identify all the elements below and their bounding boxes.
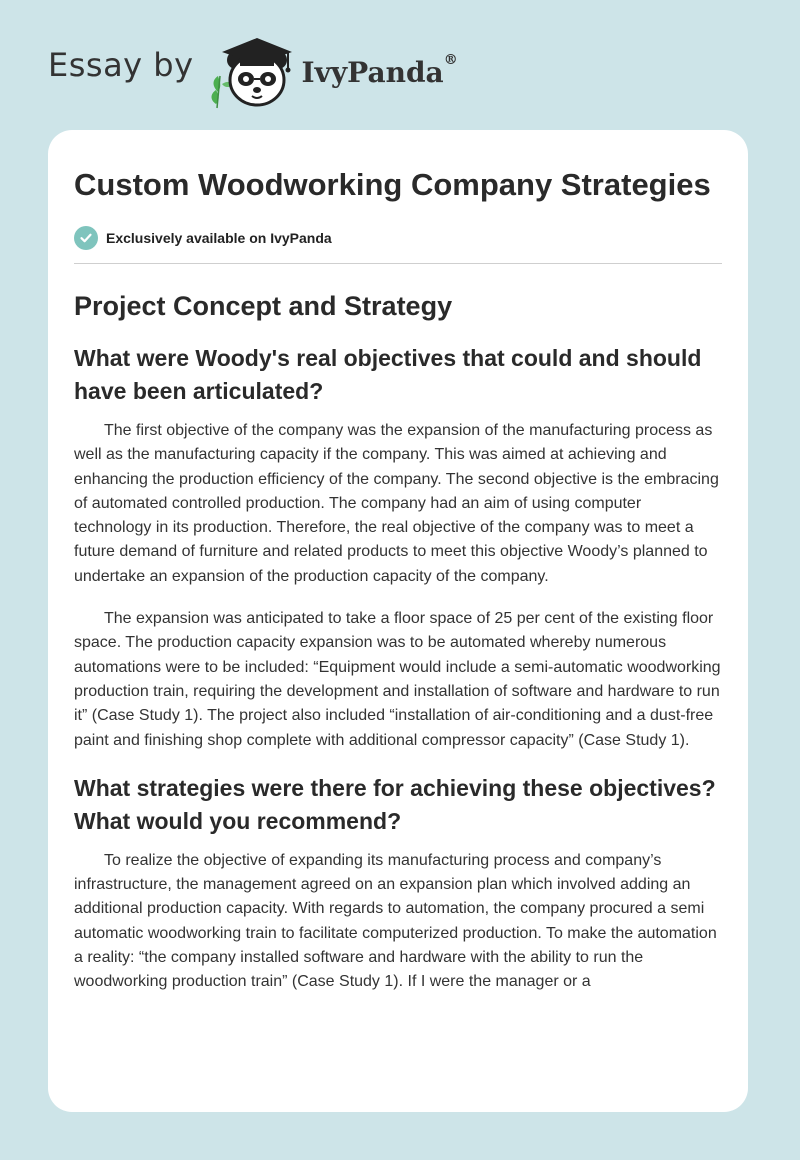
brand-header: [48, 30, 458, 110]
brand-name-text: IvyPanda: [301, 55, 444, 89]
registered-mark: ®: [443, 51, 458, 68]
check-circle-icon: [74, 226, 98, 250]
section-heading: Project Concept and Strategy: [74, 291, 453, 321]
essay-title: Custom Woodworking Company Strategies: [74, 167, 711, 202]
brand-name[interactable]: [301, 51, 458, 89]
paragraph-1: The first objective of the company was the expansion of the manufacturing process as well as the manufacturing capacity if the company. This was aimed at achieving and enhancing the production efficiency of the company. The second objective is the embracing of automated controlled production. The company had an aim of using computer technology in its production. Therefore, the real objective of the company was to meet a future demand of furniture and related products to meet this objective Woody’s planned to undertake an expansion of the production capacity of the company.: [74, 422, 719, 585]
brand-prefix: Essay by: [48, 46, 194, 84]
panda-logo-icon[interactable]: [208, 30, 300, 110]
exclusive-label: Exclusively available on IvyPanda: [106, 230, 332, 246]
paragraph-2: The expansion was anticipated to take a floor space of 25 per cent of the existing floor space. The production capacity expansion was to be automated whereby numerous automations were to be included: “Equipment would include a semi-automatic woodworking production train, requiring the development and installation of software and hardware to run it” (Case Study 1). The project also included “installation of air-conditioning and a dust-free paint and finishing shop complete with additional compressor capacity” (Case Study 1).: [74, 610, 721, 749]
essay-card: [48, 130, 748, 1112]
paragraph-3: To realize the objective of expanding its manufacturing process and company’s infrastructure, the management agreed on an expansion plan which involved adding an additional production capacity. With regards to automation, the company procured a semi automatic woodworking train to facilitate computerized production. To make the automation a reality: “the company installed software and hardware with the ability to run the woodworking production train” (Case Study 1). If I were the manager or a: [74, 851, 717, 991]
question-heading-1: What were Woody's real objectives that could and should have been articulated?: [74, 345, 702, 404]
exclusive-badge: [74, 226, 722, 264]
question-heading-2: What strategies were there for achieving these objectives? What would you recommend?: [74, 774, 716, 834]
